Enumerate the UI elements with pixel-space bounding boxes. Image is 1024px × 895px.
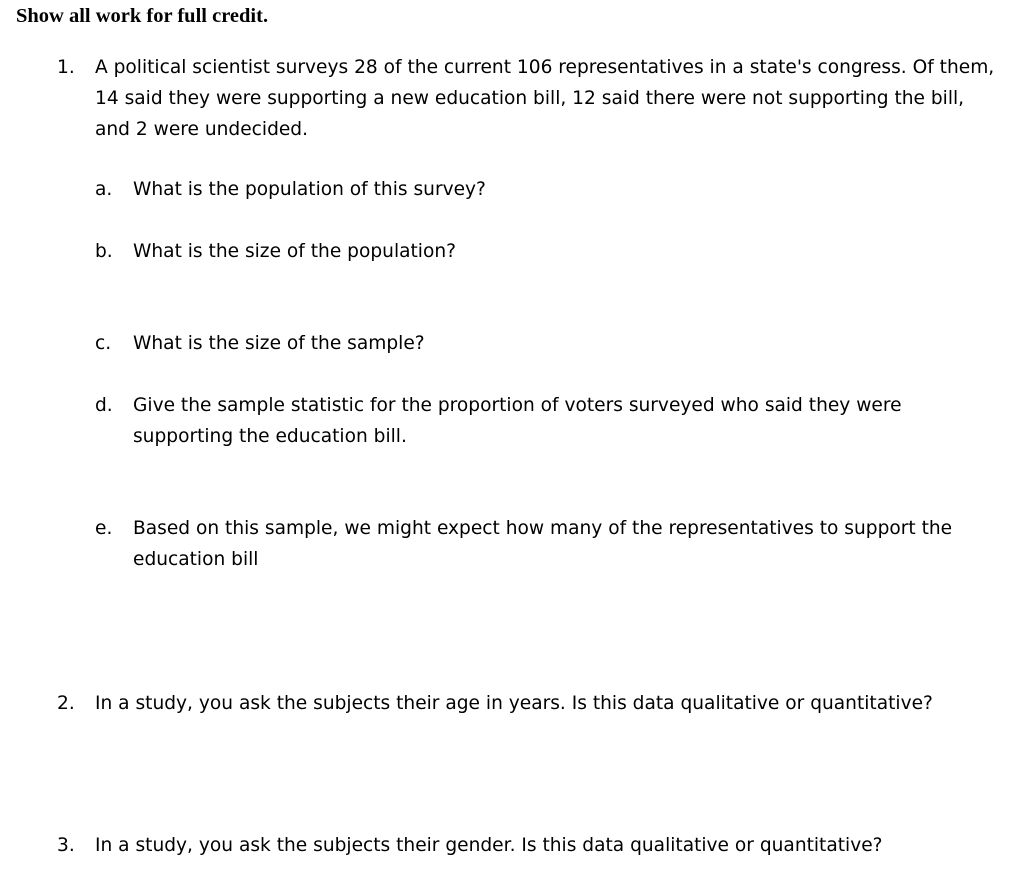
question-number: 3. <box>57 835 75 856</box>
part-letter: b. <box>95 241 113 262</box>
question-text <box>95 688 1010 719</box>
question-text-line: In a study, you ask the subjects their gender. Is this data qualitative or quantitative? <box>95 835 883 856</box>
question-1-part-d <box>0 390 1024 452</box>
question-1-part-e <box>0 513 1024 575</box>
question-1-part-a <box>0 174 1024 205</box>
part-text <box>133 328 1003 359</box>
part-letter: d. <box>95 395 113 416</box>
question-2 <box>0 688 1024 719</box>
question-1-part-b <box>0 236 1024 267</box>
question-text-line: A political scientist surveys 28 of the current 106 representatives in a state's congress. Of them, <box>95 57 995 78</box>
part-text-line: Based on this sample, we might expect how many of the representatives to support the <box>133 518 953 539</box>
question-text <box>95 830 1010 861</box>
question-text-line: In a study, you ask the subjects their age in years. Is this data qualitative or quantitative? <box>95 693 933 714</box>
question-text <box>95 52 1010 145</box>
question-3 <box>0 830 1024 861</box>
part-text-line: What is the population of this survey? <box>133 179 486 200</box>
question-number: 1. <box>57 57 75 78</box>
part-text-line: Give the sample statistic for the proportion of voters surveyed who said they were <box>133 395 902 416</box>
part-letter: c. <box>95 333 112 354</box>
page-title: Show all work for full credit. <box>16 5 269 27</box>
question-number: 2. <box>57 693 75 714</box>
part-text-line: supporting the education bill. <box>133 426 407 447</box>
part-text <box>133 236 1003 267</box>
part-text <box>133 513 1003 575</box>
part-letter: a. <box>95 179 113 200</box>
question-text-line: 14 said they were supporting a new education bill, 12 said there were not supporting the bill, <box>95 88 965 109</box>
question-text-line: and 2 were undecided. <box>95 119 309 140</box>
part-text-line: What is the size of the population? <box>133 241 456 262</box>
part-text <box>133 174 1003 205</box>
part-text-line: What is the size of the sample? <box>133 333 425 354</box>
question-1 <box>0 52 1024 145</box>
part-letter: e. <box>95 518 113 539</box>
part-text <box>133 390 1003 452</box>
part-text-line: education bill <box>133 549 259 570</box>
question-1-part-c <box>0 328 1024 359</box>
